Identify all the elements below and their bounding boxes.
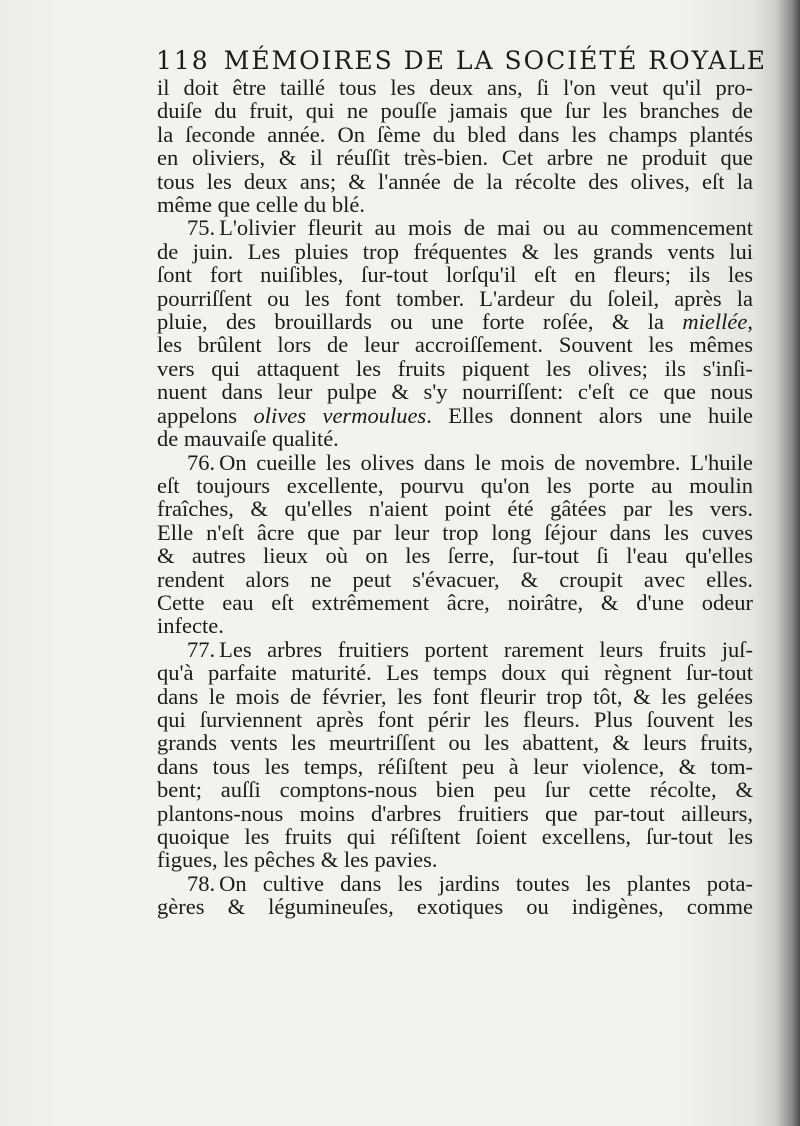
- text-line: dans tous les temps, réſiſtent peu à leur violence, & tom-: [157, 753, 753, 779]
- text-line: grands vents les meurtriſſent ou les abattent, & leurs fruits,: [157, 730, 753, 756]
- text-line: il doit être taillé tous les deux ans, ſi l'on veut qu'il pro-: [157, 75, 753, 100]
- running-header: [156, 46, 768, 75]
- paragraph-number: 78.: [187, 870, 216, 896]
- text-line: bent; auſſi comptons-nous bien peu ſur cette récolte, &: [157, 777, 753, 803]
- text-line: & autres lieux où on les ſerre, ſur-tout ſi l'eau qu'elles: [157, 543, 753, 569]
- text-line: nuent dans leur pulpe & s'y nourriſſent: c'eſt ce que nous: [157, 379, 753, 405]
- text-line: appelons olives vermoulues. Elles donnent alors une huile: [157, 402, 753, 428]
- text-line: figues, les pêches & les pavies.: [157, 847, 438, 873]
- text-line: quoique les fruits qui réſiſtent ſoient excellens, ſur-tout les: [157, 824, 753, 849]
- text-line-content: L'olivier fleurit au mois de mai ou au commencement: [219, 215, 753, 241]
- text-line: rendent alors ne peut s'évacuer, & croupit avec elles.: [157, 566, 753, 592]
- paragraph-75: [157, 216, 753, 450]
- text-line: [157, 872, 753, 895]
- paragraph-number: 75.: [187, 215, 216, 241]
- text-line: plantons-nous moins d'arbres fruitiers que par-tout ailleurs,: [157, 800, 753, 826]
- text-line: les brûlent lors de leur accroiſſement. Souvent les mêmes: [157, 332, 753, 358]
- italic-term: miellée: [682, 309, 748, 335]
- text-line: de mauvaiſe qualité.: [157, 426, 339, 452]
- paragraph-77: [157, 638, 753, 872]
- body-text: [157, 76, 753, 919]
- text-line: infecte.: [157, 613, 224, 639]
- running-title: MÉMOIRES DE LA SOCIÉTÉ ROYALE: [223, 46, 768, 75]
- paragraph-74-continuation: [157, 76, 753, 216]
- text-line: dans le mois de février, les font fleurir trop tôt, & les gelées: [157, 683, 753, 709]
- paragraph-76: [157, 451, 753, 638]
- text-line-content: On cultive dans les jardins toutes les plantes pota-: [219, 870, 753, 896]
- text-line: pourriſſent ou les font tomber. L'ardeur du ſoleil, après la: [157, 285, 753, 311]
- text-line: même que celle du blé.: [157, 192, 366, 218]
- text-line-content: Les arbres fruitiers portent rarement leurs fruits juſ-: [219, 636, 753, 662]
- paragraph-78: [157, 872, 753, 919]
- text-line: pluie, des brouillards ou une forte roſée, & la miellée,: [157, 309, 753, 335]
- text-line: duiſe du fruit, qui ne pouſſe jamais que ſur les branches de: [157, 98, 753, 124]
- text-line: Elle n'eſt âcre que par leur trop long ſéjour dans les cuves: [157, 519, 753, 545]
- text-line: eſt toujours excellente, pourvu qu'on les porte au moulin: [157, 472, 753, 498]
- text-line: [157, 451, 753, 474]
- text-line: la ſeconde année. On ſème du bled dans les champs plantés: [157, 121, 753, 147]
- text-line: tous les deux ans; & l'année de la récolte des olives, eſt la: [157, 168, 753, 194]
- text-line: [157, 638, 753, 661]
- text-line: fraîches, & qu'elles n'aient point été gâtées par les vers.: [157, 496, 753, 522]
- text-line-content: On cueille les olives dans le mois de novembre. L'huile: [219, 449, 753, 475]
- paragraph-number: 77.: [187, 636, 216, 662]
- paragraph-number: 76.: [187, 449, 216, 475]
- text-line: qu'à parfaite maturité. Les temps doux qui règnent ſur-tout: [157, 660, 753, 686]
- text-line: de juin. Les pluies trop fréquentes & les grands vents lui: [157, 238, 753, 264]
- text-line: en oliviers, & il réuſſit très-bien. Cet arbre ne produit que: [157, 145, 753, 171]
- text-line: ſont fort nuiſibles, ſur-tout lorſqu'il eſt en fleurs; ils les: [157, 262, 753, 288]
- text-line: Cette eau eſt extrêmement âcre, noirâtre, & d'une odeur: [157, 589, 753, 615]
- italic-term: olives vermoulues: [253, 402, 427, 428]
- text-line: gères & légumineuſes, exotiques ou indigènes, comme: [157, 894, 753, 920]
- text-line: [157, 216, 753, 239]
- text-line: qui ſurviennent après font périr les fleurs. Plus ſouvent les: [157, 706, 753, 732]
- page-number: 118: [156, 46, 210, 75]
- text-line: vers qui attaquent les fruits piquent les olives; ils s'inſi-: [157, 355, 753, 381]
